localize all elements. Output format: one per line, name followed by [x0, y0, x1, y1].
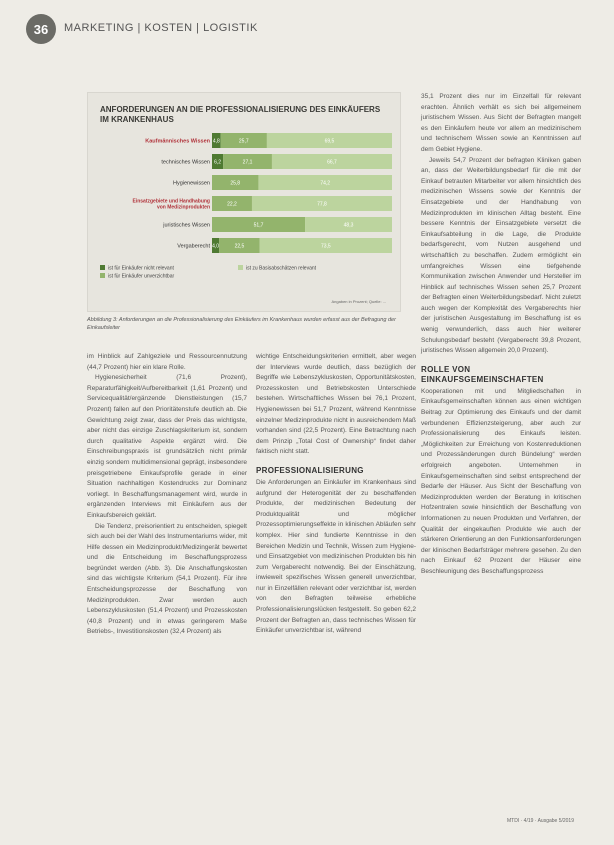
data-label: 74,2	[320, 180, 331, 187]
figure-title: ANFORDERUNGEN AN DIE PROFESSIONALISIERUNG DES EINKÄUFERS IM KRANKENHAUS	[100, 105, 381, 124]
data-label: 73,5	[320, 243, 331, 250]
figure-source: Angaben in Prozent; Quelle: ...	[331, 299, 386, 304]
data-label: 69,5	[324, 138, 335, 145]
page-header: MARKETING | KOSTEN | LOGISTIK	[64, 22, 258, 34]
category-label: juristisches Wissen	[163, 222, 210, 229]
legend-swatch	[238, 265, 243, 270]
category-label: Einsatzgebiete und Handhabung	[132, 198, 210, 205]
data-label: 77,8	[317, 201, 327, 208]
section-heading: ROLLE VON EINKAUFSGEMEINSCHAFTEN	[421, 364, 544, 384]
data-label: 6,2	[214, 159, 222, 166]
legend-label: ist zu Basisabschätzen relevant	[246, 265, 317, 272]
data-label: 25,8	[230, 180, 241, 187]
page-number-badge	[26, 14, 56, 44]
page-number: 36	[33, 21, 49, 37]
figure-caption: Abbildung 3: Anforderungen an die Professionalisierung des Einkäufers im Krankenhaus wurden erfasst aus der Befragung der Einkaufsleiter	[87, 317, 396, 331]
legend-label: ist für Einkäufer unverzichtbar	[108, 273, 175, 280]
category-label: Kaufmännisches Wissen	[145, 138, 210, 145]
data-label: 22,5	[234, 243, 245, 250]
text-column-1	[87, 352, 247, 638]
paragraph: Die Tendenz, preisorientiert zu entscheiden, spiegelt sich auch bei der Wahl des Instrumentariums wider, mit Hilfe dessen ein Medizinprodukt/Medizingerät bewertet und die Entscheidung im Beschaffungsprozess begründet werden (Abb. 3). Die Anschaffungskosten sind das wichtigste Kriterium (54,1 Prozent). Für ihre Entscheidungsprozesse der Beschaffung von Medizinprodukten. Zwar werden auch Lebenszykluskosten (51,4 Prozent) und Prozesskosten (40,8 Prozent) und in etwas geringerem Maße Betriebs-, Investitionskosten (32,4 Prozent) als	[87, 522, 247, 636]
category-label: Hygienewissen	[173, 180, 210, 187]
data-label: 66,7	[327, 159, 337, 166]
category-label: Vergaberecht	[177, 243, 210, 250]
text-column-3	[421, 92, 581, 578]
data-label: 27,1	[242, 159, 253, 166]
data-label: 22,2	[227, 201, 237, 208]
paragraph: 35,1 Prozent dies nur im Einzelfall für relevant erachten. Ähnlich verhält es sich bei allgemeinem juristischem Wissen. Aus Sicht der Befragten mangelt es den Einkäufern heute vor allem an medizinischem und technischem Wissen sowie an Kenntnissen auf dem Gebiet Hygiene.	[421, 93, 581, 153]
section-heading: PROFESSIONALISIERUNG	[256, 465, 364, 475]
legend-swatch	[100, 273, 105, 278]
data-label: 51,7	[253, 222, 264, 229]
paragraph: wichtige Entscheidungskriterien ermittelt, aber wegen der Interviews wurde deutlich, dass bezüglich der Begriffe wie Lebenszykluskosten, Opportunitätskosten, Prozesskosten und Betriebskosten Unterschiede bestehen. Wirtschaftliches Wissen bei 76,1 Prozent, Hygienewissen bei 51,7 Prozent, während Kenntnisse einzelner Medizinprodukte nicht in ausreichendem Maß vorhanden sind (22,5 Prozent). Eine Betrachtung nach dem Prinzip „Total Cost of Ownership“ findet daher faktisch nicht statt.	[256, 353, 416, 456]
paragraph: Jeweils 54,7 Prozent der befragten Kliniken gaben an, dass der Weiterbildungsbedarf für die mit der Einkauf betrauten Mitarbeiter vor allem hinsichtlich des medizinischen Wissens sowie der Kenntnis der Einsatzgebiete und der Handhabung von Medizinprodukten im klinischen Alltag besteht. Eine bessere Kenntnis der Einsatzgebiete versetzt die Einkaufsabteilung in die Lage, die Produkte bedarfsgerecht, vom Nutzen ausgehend und wirtschaftlich zu beschaffen. Zudem ermöglicht ein umfangreiches Wissen eine tiefgehende Kommunikation zwischen Anwender und Hersteller im Hinblick auf technisches Wissen sehen 25,7 Prozent der Befragten einen Weiterbildungsbedarf. Nicht zuletzt auch wegen der Komplexität des Vergaberechts hier der juristischen Ausgestaltung im Beschaffung ist es wenig verwunderlich, dass auch hier weiterer Schulungsbedarf besteht (Vergaberecht 39,8 Prozent, juristisches Wissen allgemein 20,0 Prozent).	[421, 156, 581, 355]
figure-box	[87, 92, 401, 312]
data-label: 25,7	[238, 138, 249, 145]
paragraph: Hygienesicherheit (71,6 Prozent), Reparaturfähigkeit/Aufbereitbarkeit (1,61 Prozent) und Servicequalität/ergänzende Dienstleistungen (15,7 Prozent) fallen auf den Prioritätenstufe deutlich ab. Die Gewichtung zeigt zwar, dass der Preis das wichtigste, aber nicht das einzige Zuschlagskriterium ist, sondern durch qualitative Aspekte ergänzt wird. Die Einschreibungspraxis ist grundsätzlich nicht primär einzig sondern multidimensional geprägt, insbesondere preisgetriebene Einkaufsprofile gerade in einer Situation nachhaltigen Kostendrucks zur Dominanz vorliegt. In Beschaffungsmanagement wird, wurde in ergänzenden Interviews mit Einkäufern aus der Einkaufsbereich geklärt.	[87, 374, 247, 519]
data-label: 4,8	[212, 138, 220, 145]
legend-label: ist für Einkäufer nicht relevant	[108, 265, 174, 272]
stacked-bar-chart	[88, 93, 400, 311]
paragraph: im Hinblick auf Zahlgeziele und Ressourcennutzung (44,7 Prozent) hier ein klare Rolle.	[87, 353, 247, 371]
category-label: technisches Wissen	[161, 159, 210, 166]
paragraph: Kooperationen mit und Mitgliedschaften in Einkaufsgemeinschaften können aus einen wichtigen Beitrag zur Optimierung des Einkaufs und der damit verbundenen Effizienzsteigerung, aber auch zur Professionalisierung des Einkaufs leisten. „Möglichkeiten zur Erreichung von Kostenreduktionen und Prozessänderungen durch Bündelung“ werden erfolgreich angeboten. Unternehmen in Einkaufsgemeinschaften sind selbst entsprechend der Bedarfe der Häuser. Aus Sicht der Beschaffung von Medizinprodukten werden der Beratung in kritischen Hofzentralen sowie hinsichtlich der Beschaffung von Informationen zu neuen Produkten und Verfahren, der Qualität der eingekauften Produkte wie auch der stärkeren Orientierung an den Funktionsanforderungen der klinischen Bedarfsträger mehrere gesehen. Zu den nach Einkauf 62 Prozent der Häuser eine Beschleunigung des Beschaffungsprozess	[421, 387, 581, 575]
paragraph: Die Anforderungen an Einkäufer im Krankenhaus sind aufgrund der Heterogenität der zu beschaffenden Produkte, der medizinischen Bedeutung der Produktqualität und möglicher Prozessoptimierungseffekte in klinischen Abläufen sehr komplex. Hier sind fundierte Kenntnisse in den Bereichen Medizin und Technik, Wissen zum Hygiene- und Einsatzgebiet von medizinischen Produkten bis hin zum Vergaberecht notwendig. Bei der Einschätzung, inwieweit spezifisches Wissen generell unverzichtbar, nur in Einzelfällen relevant oder verzichtbar ist, werden von den Befragten teilweise erhebliche Professionalisierungslücken festgestellt. So geben 62,2 Prozent der Befragten an, dass technisches Wissen für Einkäufer unverzichtbar ist, während	[256, 478, 416, 635]
category-label: von Medizinprodukten	[156, 204, 210, 211]
data-label: 4,0	[212, 243, 220, 250]
legend-swatch	[100, 265, 105, 270]
page-footer: MTDI · 4/19 · Ausgabe 5/2019	[507, 818, 574, 824]
text-column-2	[256, 352, 416, 637]
data-label: 48,3	[343, 222, 354, 229]
